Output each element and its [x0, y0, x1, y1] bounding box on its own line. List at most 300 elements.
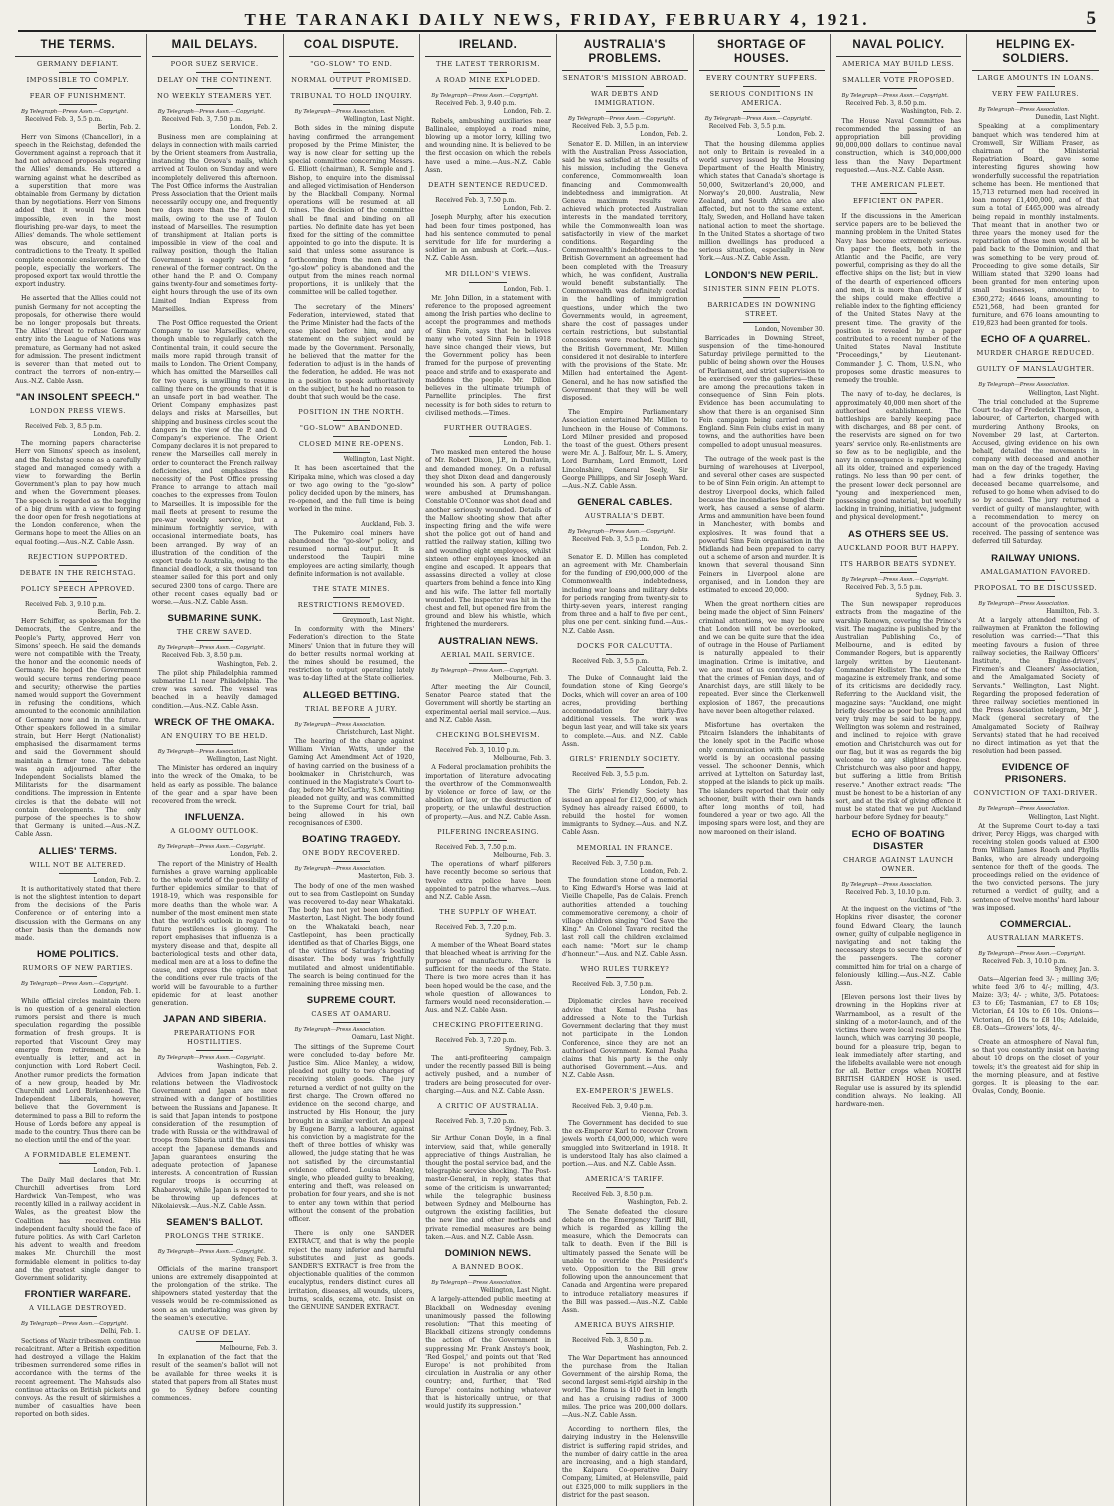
news-column — [967, 34, 1104, 1506]
story-subheading: CHARGE AGAINST LAUNCH OWNER. — [843, 855, 954, 873]
story-dateline: Melbourne, Feb. 3. — [219, 1344, 278, 1352]
story-body: The anti-profiteering campaign under the recently passed Bill is being actively pushed, and a number of traders are being prosecuted for over-charging.—Aus. and N.Z. Cable Assn. — [425, 1054, 551, 1095]
news-story — [152, 1014, 278, 1211]
story-subheading: PROPOSAL TO BE DISCUSSED. — [974, 583, 1098, 592]
news-story — [152, 60, 278, 314]
news-story — [699, 270, 825, 450]
story-dateline: Greymouth, Last Night. — [342, 616, 415, 624]
divider-rule — [469, 282, 507, 283]
story-subheading: A VILLAGE DESTROYED. — [29, 1304, 127, 1313]
story-headline: "AN INSOLENT SPEECH." — [15, 391, 140, 403]
story-subheading: GERMANY DEFIANT. — [37, 60, 119, 68]
story-subheading: EX-EMPEROR'S JEWELS. — [575, 1086, 674, 1095]
news-story — [972, 1039, 1099, 1096]
story-body: Diplomatic circles have received advice that Kemal Pasha has addressed a Note to the Turkish Government declaring that they must not participate in the London Conference, since they are not an authorised Government. Kemal Pasha claims that his party is the only authorised Government.—Aus. and N.Z. Cable Assn. — [562, 998, 688, 1080]
story-body: The foundation stone of a memorial to King Edward's Horse was laid at Vieille Chapelle, Pas de Calais. French authorities attended a touching commemorative ceremony, a choir of village children singing "God Save the King." An Colonel Tavare recited the last roll call the children exclaimed each name: "Mort sur le champ d'honneur."—Aus. and N.Z. Cable Assn. — [562, 877, 688, 958]
story-body: While official circles maintain there is no question of a general election rumors persist and there is much speculation regarding the possible formation of fresh groups. It is reported that Viscount Grey may emerge from retirement, as he eventually is letter, and act in conjunction with Lord Robert Cecil. Another rumor predicts the formation of a new group, headed by Mr. Churchill and Lord Birkenhead. The Independent Liberals, however, believe that the Government is determined to pass a Bill to reform the House of Lords before any appeal is made to the country. Thus there can be no election until the end of the year. — [15, 997, 141, 1145]
news-story — [289, 690, 415, 829]
story-dateline: Calcutta, Feb. 2. — [637, 665, 688, 673]
story-body: Mr. John Dillon, in a statement with reference to the proposed agreement among the Irish parties who decline to accept the programmes and methods of Sinn Fein, says that he believes many who voted Sinn Fein in 1918 have since changed their views, but the Government policy has been framed for the purpose of preventing peace and strife and to exasperate and maddens the people. Mr. Dillon believes in the ultimate triumph of Parnellite principles. The first necessity is for both sides to return to civilised methods.—Times. — [425, 294, 551, 417]
divider-rule — [743, 322, 781, 323]
news-column — [147, 34, 284, 1506]
story-headline: HOME POLITICS. — [36, 949, 119, 961]
news-story — [562, 642, 688, 749]
story-byline: By Telegraph—Press Association. — [978, 382, 1070, 389]
story-dateline: London, Feb. 2. — [640, 867, 688, 875]
received-time: Received Feb. 3, 8.50 p.m. — [161, 652, 243, 660]
story-body: Business men are complaining at delays in connection with mails carried by the Orient steamers from Australia, instancing the Orsova's mails, which arrived at Toulon on Sunday and were incompletely delivered this afternoon. The Post Office informs the Australian Press Association that the Orient mails necessarily occupy one, and frequently two days more than the P. and O. mails, owing to the use of Toulon instead of Marseilles. The resumption of transhipment at Italian ports is impossible in view of the coal and railway position, though the Italian Government is eagerly seeking a renewal of the former contract. On the other hand the P. and O. Company gains twenty-four and sometimes forty-eight hours through the use of its own Limited Indian Express from Marseilles. — [151, 133, 278, 313]
divider-rule — [880, 877, 918, 878]
received-time: Received Feb. 3, 8.50 p.m. — [845, 100, 927, 108]
story-dateline: London, Feb. 1. — [503, 285, 551, 293]
divider-rule — [469, 920, 507, 921]
story-dateline: Hamilton, Feb. 3. — [1046, 607, 1099, 615]
story-subheading: CLOSED MINE RE-OPENS. — [298, 440, 404, 449]
story-byline: By Telegraph—Press Assn.—Copyright. — [704, 116, 812, 122]
column-header: AUSTRALIA'S PROBLEMS. — [562, 34, 688, 71]
news-story — [699, 456, 825, 595]
story-subheading: CAUSE OF DELAY. — [178, 1328, 251, 1337]
divider-rule — [59, 1316, 97, 1317]
news-story — [289, 304, 415, 402]
story-headline: ALLEGED BETTING. — [302, 689, 400, 701]
story-body: The body of one of the men washed out to sea from Castlepoint on Sunday was recovered to-day near Whakataki. The body has not yet been identified. Masterton, Last Night. The body found on the Whakataki beach, near Castlepoint, has been practically identified as that of Charles Biggs, one of the victims of Saturday's boating disaster. The body was frightfully mutilated and almost unidentifiable. The search is being continued for the remaining three missing men. — [288, 882, 415, 989]
story-subheading: CONVICTION OF TAXI-DRIVER. — [973, 789, 1098, 798]
story-subheading: CASES AT OAMARU. — [311, 1010, 392, 1019]
story-body: The secretary of the Miners' Federation, interviewed, stated that the Prime Minister had the facts of the case placed before him, and any statement on the subject would be made by the Government. Personally, he believed that the matter for the federation to adjust is in the hands of the federation, he added. He was not in a position to speak authoritatively on the subject, but he had no reason to doubt that such would be the case. — [288, 303, 415, 401]
column-header: HELPING EX-SOLDIERS. — [972, 34, 1099, 71]
divider-rule — [880, 193, 918, 194]
news-story — [289, 60, 415, 298]
story-dateline: Wellington, Last Night. — [343, 116, 415, 124]
news-story — [15, 295, 141, 385]
story-dateline: London, Feb. 2. — [503, 108, 551, 116]
divider-rule — [196, 104, 234, 105]
column-header: COAL DISPUTE. — [289, 34, 415, 57]
news-story — [562, 965, 688, 1080]
story-body: Barricades in Downing Street, suspension of the time-honoured Saturday privilege permitted to the public of being shown over the Houses of Parliament, and strict supervision to be exercised over the galleries—these are among the precautions taken in consequence of Sinn Fein plots. Evidence has been accumulating to show that there is an organised Sinn Fein campaign being carried out in England. Sinn Fein clubs exist in many towns, and the authorities have been compelled to adopt unusual measures. — [698, 334, 825, 449]
story-headline: SUBMARINE SUNK. — [167, 613, 262, 625]
story-dateline: London, Feb. 2. — [93, 430, 141, 438]
news-story — [425, 270, 551, 418]
story-body: Joseph Murphy, after his execution had been four times postponed, has had his sentence commuted to penal servitude for life for murdering a soldier in an ambush at Cork.—Aus.-N.Z. Cable Assn. — [425, 214, 551, 263]
story-subheading: AUCKLAND POOR BUT HAPPY. — [837, 543, 959, 552]
story-dateline: London, Feb. 2. — [503, 205, 551, 213]
story-dateline: Berlin, Feb. 2. — [97, 608, 141, 616]
news-story — [699, 74, 825, 264]
divider-rule — [880, 72, 918, 73]
story-byline: By Telegraph—Press Assn.—Copyright. — [157, 645, 265, 652]
story-dateline: Sydney, Jan. 3. — [1054, 966, 1099, 974]
story-subheading: WILL NOT BE ALTERED. — [29, 860, 127, 869]
story-dateline: London, Feb. 2. — [777, 131, 825, 139]
story-subheading: POLICY SPEECH APPROVED. — [20, 584, 135, 593]
divider-rule — [469, 663, 507, 664]
story-byline: By Telegraph—Press Assn.—Copyright. — [21, 1321, 129, 1328]
received-time: Received Feb. 3, 8.50 p.m. — [572, 1337, 653, 1345]
divider-rule — [59, 873, 97, 874]
story-body: The Senate defeated the closure debate on the Emergency Tariff Bill, which is regarded as killing the measure, which the Democrats can talk to death. Even if the Bill is ultimately passed the Senate will be unable to override the President's veto. Opposition to the Bill grew following upon the announcement that Canada and Argentina were prepared to introduce retaliatory measures if the Bill was passed.—Aus.-N.Z. Cable Assn. — [562, 1208, 688, 1314]
story-body: Oats—Algerian feed 3/- ; milling 3/6; white feed 3/6 to 4/-; milling, 4/3. Maize: 3/3; 4/- ; white, 3/5. Potatoes: £3 to £6; Tasmanian, £7 to £8 10s; Victorian, £4 10s to £6 10s. Onions—Victorian, £6 10s to £8 10s; Adelaide, £8. Oats—Growers' lots, 4/-. — [972, 975, 1099, 1032]
story-body: The Sun newspaper reproduces extracts from the magazine of the warship Renown, covering the Prince's visit. The magazine is published by the Australian Publishing Co., of Melbourne, and is edited by Commander Rogers, but is apparently largely written by Lieutenant-Commander Hollister. The tone of the magazine is extremely frank, and some of its criticisms are decidedly racy. Referring to the Auckland visit, the magazine says: "Auckland, one might briefly describe as poor but happy, and very truly may be said to be happy. Wellington was solemn and restrained, and inclined to rejoice with grave emotion and Christchurch was out for our flag, but it was as regards the big welcome to any slightest degree. Christchurch was also poor and happy, but suffering a little from British reserve." Another extract reads: "The must be honest to be a historian of any sort, and at the risk of giving offence it must be stated that we put Auckland harbour before Sydney for beauty." — [835, 601, 962, 822]
received-time: Received Feb. 3, 7.20 p.m. — [435, 924, 517, 932]
story-byline: By Telegraph—Press Assn.—Copyright. — [157, 109, 265, 115]
story-subheading: POSITION IN THE NORTH. — [298, 408, 405, 417]
news-story — [425, 1021, 551, 1095]
divider-rule — [469, 193, 507, 194]
divider-rule — [606, 86, 644, 87]
story-subheading: TRIBUNAL TO HOLD INQUIRY. — [290, 92, 413, 100]
story-byline: By Telegraph—Press Assn.—Copyright. — [21, 109, 129, 115]
divider-rule — [196, 1244, 234, 1245]
story-byline: By Telegraph—Press Assn.—Copyright. — [157, 1055, 265, 1062]
story-dateline: Wellington, Last Night. — [480, 1287, 551, 1295]
story-body: At a largely attended meeting of railwaymen at Frankton the following resolution was carried:—"That this meeting favours a fusion of three railway societies, the Railway Officers' Institute, the Engine-drivers', Firemen's and Cleaners' Association, and the Amalgamated Society of Servants." Wellington, Last Night. Regarding the proposed federation of three railway societies mentioned in the Press Association telegram, Mr J. Mack (general secretary of the Amalgamated Society of Railway Servants) stated that he had received no direct intimation as yet that the resolution had been passed. — [972, 616, 1099, 756]
news-story — [289, 1230, 415, 1312]
received-time: Received Feb. 3, 7.20 p.m. — [435, 1117, 517, 1125]
news-story — [972, 553, 1099, 757]
divider-rule — [469, 436, 507, 437]
story-body: Herr von Simons (Chancellor), in a speech in the Reichstag, defended the Government against a reproach that it had not advanced proposals regarding the Allies' demands. He uttered a warning against what he described as a superstition that more was obtainable from Germany by dictation than by negotiations. Herr von Simons added that it would have been impossible, even in the most flourishing pre-war days, to meet the Allies' demands. The whole settlement was obscure, and contained contradictions to the Treaty. It spelled complete economic enslavement of the people, especially the workers. The proposed export tax would throttle the export industry. — [15, 133, 141, 289]
story-dateline: London, Feb. 1. — [503, 439, 551, 447]
story-subheading: ONE BODY RECOVERED. — [302, 849, 401, 858]
story-headline: GENERAL CABLES. — [577, 497, 673, 509]
story-byline: By Telegraph—Press Association. — [157, 748, 249, 755]
story-body: The report of the Ministry of Health furnishes a grave warning applicable to the whole world of the possibility of further epidemics similar to that of 1918-19, which was responsible for more deaths than the whole war. A number of the most eminent men state that the world's outlook in regard to future pestilences is gloomy. The report emphasises that influenza is a mystery disease and that, despite all bacteriological tests and other data, medical men are at a loss to define the cause, and express the opinion that the conditions ever rule tracts of the world will be favourable to a further epidemic for at least another generation. — [151, 860, 278, 1008]
divider-rule — [1017, 102, 1055, 103]
divider-rule — [469, 72, 507, 73]
divider-rule — [333, 104, 371, 105]
newspaper-columns — [10, 34, 1104, 1499]
story-subheading: THE CREW SAVED. — [176, 628, 253, 637]
story-dateline: Melbourne, Feb. 3. — [493, 755, 551, 763]
story-headline: INFLUENZA. — [184, 812, 245, 824]
divider-rule — [469, 1275, 507, 1276]
story-subheading: PROLONGS THE STRIKE. — [164, 1232, 265, 1241]
received-time: Received Feb. 3, 5.5 p.m. — [572, 536, 650, 544]
story-subheading: GIRLS' FRIENDLY SOCIETY. — [569, 755, 681, 764]
divider-rule — [333, 88, 371, 89]
story-subheading: PREPARATIONS FOR HOSTILITIES. — [173, 1029, 256, 1047]
story-subheading: THE AMERICAN FLEET. — [851, 181, 946, 190]
story-body: After meeting the Air Council, Senator Pearce stated that the Government will shortly be starting an experimental aerial mail service.—Aus. and N.Z. Cable Assn. — [425, 683, 551, 724]
story-headline: SUPREME COURT. — [306, 995, 396, 1007]
divider-rule — [196, 1341, 234, 1342]
story-dateline: Wellington, Last Night. — [206, 756, 278, 764]
story-headline: DOMINION NEWS. — [444, 1247, 532, 1259]
story-subheading: THE SUPPLY OF WHEAT. — [439, 908, 537, 917]
story-subheading: DEATH SENTENCE REDUCED. — [428, 181, 549, 190]
received-time: Received Feb. 3, 5.5 p.m. — [845, 583, 923, 591]
story-headline: ECHO OF BOATING DISASTER — [851, 828, 946, 852]
story-body: The operations of wharf pilferers have recently become so serious that twelve extra police have been appointed to patrol the wharves.—Aus. and N.Z. Cable Assn. — [425, 861, 551, 902]
story-headline: RAILWAY UNIONS. — [991, 552, 1081, 564]
story-dateline: Delhi, Feb. 1. — [100, 1328, 141, 1336]
news-column — [284, 34, 421, 1506]
story-body: Senator E. D. Millen, in an interview with the Australian Press Association, said he was satisfied at the results of his mission, including the Geneva conference, Commonwealth loan financing and Commonwealth indebtedness and immigration. At Geneva maximum results were achieved which protected Australian interests in the mandated territory, while the Commonwealth loan was satisfactorily in view of the market conditions. Regarding the Commonwealth's indebtedness to the British Government an agreement had been completed with the Treasury which, he was confident, Australia would benefit substantially. The Commonwealth was definitely cordial in the handling of immigration questions, under which the two Governments would, in agreement, share the cost of passages under certain restrictions, but substantial concessions were reached. Touching the British Government, Mr. Millen considered it not desirable to interfere with the provisions of the State. Mr. Millen had entertained the Agent-General, and he has now satisfied the Government that they will be well disposed. — [562, 140, 688, 402]
story-dateline: Sydney, Feb. 3. — [231, 1256, 278, 1264]
story-body: The pilot ship Philadelphia rammed submarine L1 near Philadelphia. The crew was saved. The vessel was beached in a heavily damaged condition.—Aus.-N.Z. Cable Assn. — [151, 669, 278, 710]
story-byline: By Telegraph—Press Assn.—Copyright. — [431, 667, 539, 674]
story-body: Herr Schiffer, as spokesman for the Democrats, the Centre, and the People's Party, approved Herr von Simons' speech. He said the demands were not compatible with the Treaty, the honor and the economic needs of Germany. He hoped the Government would secure terms rendering peace and security; otherwise the parties named would support the Government in refusing the conditions, which amounted to the economic annihilation of Germany now and in the future. Other speakers followed in a similar strain, but Herr Hergt (Nationalist) emphasised the disarmament terms and said the Government should maintain a firmer tone. The debate was again adjourned after the Independent Socialists blamed the Militarists for the disarmament conditions. The impression in Entente circles is that the debate will not contain developments. The only purpose of the speeches is to show that Germany is united.—Aus.-N.Z. Cable Assn. — [15, 618, 141, 839]
story-byline: By Telegraph—Press Assn.—Copyright. — [978, 951, 1086, 958]
divider-rule — [59, 72, 97, 73]
news-story — [425, 1248, 551, 1411]
story-subheading: LARGE AMOUNTS IN LOANS. — [977, 74, 1094, 82]
news-story — [425, 731, 551, 822]
story-body: The trial concluded at the Supreme Court to-day of Frederick Thompson, a labourer, of Carterton, charged with murdering Anthony Brooks, on November 29 last, at Carterton. Accused, giving evidence on his own behalf, detailed the movements in company with deceased and another man on the day of the tragedy. Having had a few drinks together, the deceased became quarrelsome, and refused to go home when advised to do so by accused. The jury returned a verdict of guilty of manslaughter, with a recommendation to mercy on account of the provocation accused received. The passing of sentence was deferred till Saturday. — [972, 398, 1099, 546]
story-subheading: SERIOUS CONDITIONS IN AMERICA. — [709, 90, 814, 107]
news-story — [289, 521, 415, 579]
story-body: A member of the Wheat Board states that bleached wheat is arriving for the purpose of manufacture. There is sufficient for the needs of the State. There is two more acres than it has been hoped would be the case, and the whole question of allowances to farmers would need reconsideration.—Aus. and N.Z. Cable Assn. — [425, 941, 551, 1015]
story-body: Speaking at a complimentary banquet which was tendered him at Cromwell, Sir William Fraser, as chairman of the Ministerial Repatriation Board, gave some interesting figures showing how wonderfully successful the repatriation scheme has been. He mentioned that 15,713 returned men had received in loan money £1,400,000, and of that sum a total of £465,000 was already being repaid in monthly instalments. That meant that in another two or three years the money used for the repatriation of these men would all be paid back to the Dominion, and that was something to be very proud of. Proceeding to give some details, Sir William stated that 3290 loans had been granted for men entering upon small businesses, amounting to £360,272; 4646 loans, amounting to £521,568, had been granted for furniture, and 676 loans amounting to £19,823 had been granted for tools. — [972, 123, 1099, 328]
story-subheading: BARRICADES IN DOWNING STREET. — [707, 300, 816, 318]
received-time: Received Feb. 3, 7.20 p.m. — [435, 1037, 517, 1045]
news-story — [289, 834, 415, 989]
divider-rule — [196, 640, 234, 641]
story-byline: By Telegraph—Press Association. — [294, 721, 386, 728]
divider-rule — [469, 743, 507, 744]
divider-rule — [196, 744, 234, 745]
news-story — [289, 408, 415, 514]
news-story — [152, 812, 278, 1008]
story-body: It is authoritatively stated that there is not the slightest intention to depart from the decisions of the Paris Conference or of entering into a discussion with the Germans on any other basis than the demands now made. — [15, 885, 141, 943]
story-dateline: Vienna, Feb. 3. — [642, 1110, 688, 1118]
divider-rule — [59, 419, 97, 420]
story-subheading: A FORMIDABLE ELEMENT. — [24, 1151, 132, 1160]
story-dateline: London, Feb. 2. — [640, 989, 688, 997]
story-subheading: A GLOOMY OUTLOOK. — [170, 827, 259, 836]
story-body: Sir Arthur Conan Doyle, in a final interview, said that, while generally appreciative of things Australian, he thought the postal service bad, and the telegraphic service shocking. The Post-master-General, in reply, states that some of the criticism is unwarranted; while the telegraphic business between Sydney and Melbourne has outgrown the existing facilities, but the new line and other methods and private remedial measures are being taken.—Aus. and N.Z. Cable Assn. — [425, 1135, 551, 1241]
story-body: Senator E. D. Millen has completed an agreement with Mr. Chamberlain for the funding of £90,000,000 of the Commonwealth indebtedness, including war loans and military debts for periods ranging from twenty-six to thirty-seven years, interest ranging from three and a half to five per cent., plus one per cent. sinking fund.—Aus.-N.Z. Cable Assn. — [562, 553, 688, 635]
story-body: Misfortune has overtaken the Pitcairn Islanders the inhabitants of the lonely spot in the Pacific whose only communication with the outside world is by an occasional passing vessel. The schooner Dennis, which arrived at Lyttelton on Saturday last, stopped at the islands to pick up mails. The islanders reported that their only schooner, built with their own hands after long months of toil, had foundered a year or two ago. All the imposing spars were lost, and they are now marooned on their island. — [698, 722, 825, 836]
news-story — [562, 1321, 688, 1420]
divider-rule — [333, 597, 371, 598]
story-subheading: WHO RULES TURKEY? — [580, 965, 670, 974]
news-story — [425, 424, 551, 630]
news-story — [836, 181, 962, 385]
divider-rule — [880, 572, 918, 573]
news-story — [836, 60, 962, 175]
news-story — [152, 1329, 278, 1403]
divider-rule — [1017, 580, 1055, 581]
story-byline: By Telegraph—Press Assn.—Copyright. — [431, 93, 539, 99]
news-story — [972, 74, 1099, 328]
received-time: Received Feb. 3, 5.5 p.m. — [25, 116, 103, 124]
story-dateline: Washington, Feb. 2. — [627, 1199, 688, 1207]
divider-rule — [469, 88, 507, 89]
divider-rule — [880, 209, 918, 210]
story-byline: By Telegraph—Press Association. — [978, 107, 1070, 113]
news-story — [699, 601, 825, 716]
divider-rule — [1017, 946, 1055, 947]
story-subheading: NO WEEKLY STEAMERS YET. — [157, 92, 273, 100]
story-subheading: AUSTRALIA'S DEBT. — [584, 512, 665, 521]
story-body: Create an atmosphere of Naval fun, so that you constantly insist on having about 10 drops on the closet of your towels; it's the greatest aid for ship in the morning pleasure, and at festive gorges. It is pleasing to the ear. Ovalas, Condy, Boonie. — [972, 1039, 1099, 1096]
news-story — [836, 994, 962, 1109]
story-body: At the inquest on the victims of "the Hopkins river disaster, the coroner found Edward Cleary, the launch owner, guilty of culpable negligence in navigating and not taking the necessary steps to secure the safety of the passengers. The coroner committed him for trial on a charge of feloniously killing.—Aus.-N.Z. Cable Assn. — [835, 906, 962, 988]
story-subheading: THE STATE MINES. — [312, 584, 390, 593]
story-body: The hearing of the charge against William Vivian Watts, under the Gaming Act Amendment Act of 1920, of having carried on the business of a bookmaker in Christchurch, was continued in the Magistrate's Court to-day, before Mr McCarthy, S.M. Whiting pleaded not guilty, and was committed to the Supreme Court for trial, bail being allowed in his own recognisances of £300. — [288, 737, 415, 828]
story-dateline: Sydney, Feb. 3. — [915, 591, 962, 599]
received-time: Received Feb. 3, 5.5 p.m. — [572, 657, 650, 665]
page-number: 5 — [1086, 8, 1096, 29]
story-dateline: Christchurch, Last Night. — [336, 728, 415, 736]
divider-rule — [743, 86, 781, 87]
divider-rule — [469, 840, 507, 841]
story-byline: By Telegraph—Press Assn.—Copyright. — [21, 981, 129, 988]
divider-rule — [743, 297, 781, 298]
story-byline: By Telegraph—Press Association. — [431, 1279, 523, 1286]
story-headline: ALLIES' TERMS. — [38, 845, 118, 857]
divider-rule — [606, 1099, 644, 1100]
story-subheading: CHECKING PROFITEERING. — [432, 1021, 544, 1030]
story-body: It has been ascertained that the Kiripaka mine, which was closed a day or two ago owing to the "go-slow" policy decided upon by the miners, has re-opened, and the full time is being worked in the mine. — [288, 465, 415, 514]
news-story — [425, 181, 551, 264]
story-body: Officials of the marine transport unions are extremely disappointed at the prolongation of the strike. The shipowners stated yesterday that the vessels would be re-commissioned as soon as an undertaking was given by the seamen's executive. — [151, 1265, 278, 1322]
divider-rule — [333, 436, 371, 437]
story-body: That the housing dilemma applies not only to Britain is revealed in a world survey issued by the Housing Department of the Health Ministry, which states that Canada's shortage is 50,000, Switzerland's 20,000, and Norway's 20,000. Australia, New Zealand, and South Africa are also affected, but not to the same extent. Italy, Sweden, and Holland have taken national action to meet the shortage. In the United States a shortage of two million dwellings has produced a serious situation, especially in New York.—Aus.-N.Z. Cable Assn. — [698, 140, 825, 263]
story-subheading: SENATOR'S MISSION ABROAD. — [563, 74, 687, 82]
story-subheading: A CRITIC OF AUSTRALIA. — [437, 1101, 539, 1110]
divider-rule — [606, 856, 644, 857]
divider-rule — [1017, 361, 1055, 362]
received-time: Received Feb. 3, 5.5 p.m. — [572, 123, 650, 131]
story-dateline: Berlin, Feb. 2. — [97, 124, 141, 132]
story-dateline: London, Feb. 1. — [93, 1167, 141, 1175]
story-dateline: London, Feb. 2. — [640, 544, 688, 552]
story-headline: JAPAN AND SIBERIA. — [162, 1014, 267, 1026]
divider-rule — [333, 1022, 371, 1023]
received-time: Received Feb. 3, 9.10 p.m. — [25, 600, 106, 608]
story-byline: By Telegraph—Press Association. — [294, 866, 386, 873]
story-subheading: AMALGAMATION FAVORED. — [980, 567, 1091, 576]
newspaper-title: THE TARANAKI DAILY NEWS, FRIDAY, FEBRUARY 4, 1921. — [244, 10, 870, 29]
story-dateline: London, Feb. 2. — [640, 131, 688, 139]
story-dateline: Sydney, Feb. 3. — [505, 1126, 551, 1134]
story-subheading: RUMORS OF NEW PARTIES. — [22, 964, 134, 973]
divider-rule — [196, 1050, 234, 1051]
news-column — [694, 34, 831, 1506]
story-dateline: Washington, Feb. 2. — [217, 1062, 278, 1070]
story-subheading: AERIAL MAIL SERVICE. — [440, 650, 536, 659]
news-story — [152, 1217, 278, 1323]
story-dateline: Washington, Feb. 2. — [627, 1345, 688, 1353]
story-body: If the discussions in the American service papers are to be believed the manning problem in the United States Navy has become extremely serious. On paper the fleets, both in the Atlantic and the Pacific, are very powerful, comprising as they do all the effective ships on the list; but in view of the dearth of experienced officers and men, it is more than doubtful if the ships could make effective a reliable index to the fighting efficiency of the United States Navy at the present time. The gravity of the position is revealed by a paper contributed to a recent number of the United States Naval Institute "Proceedings," by Lieutenant-Commander J. C. Thom, U.S.N., who proposes some drastic measures to remedy the trouble. — [835, 213, 962, 385]
received-time: Received Feb. 3, 8.50 p.m. — [572, 1191, 653, 1199]
story-subheading: FURTHER OUTRAGES. — [443, 423, 533, 432]
story-dateline: London, Feb. 2. — [230, 124, 278, 132]
news-story — [15, 1289, 141, 1419]
story-byline: By Telegraph—Press Association. — [978, 600, 1070, 607]
news-story — [972, 919, 1099, 1033]
story-headline: FRONTIER WARFARE. — [24, 1289, 132, 1301]
story-headline: WRECK OF THE OMAKA. — [154, 716, 275, 728]
story-dateline: Auckland, Feb. 3. — [908, 897, 962, 905]
story-subheading: POOR SUEZ SERVICE. — [170, 60, 259, 68]
column-header: SHORTAGE OF HOUSES. — [699, 34, 825, 71]
story-subheading: AUSTRALIAN MARKETS. — [987, 934, 1085, 943]
story-subheading: A ROAD MINE EXPLODED. — [435, 76, 541, 84]
story-subheading: DELAY ON THE CONTINENT. — [157, 76, 272, 84]
news-story — [562, 1087, 688, 1170]
story-byline: By Telegraph—Press Association. — [294, 1027, 386, 1034]
story-subheading: AMERICA'S TARIFF. — [585, 1175, 665, 1184]
received-time: Received Feb. 3, 7.50 p.m. — [572, 981, 653, 989]
divider-rule — [59, 581, 97, 582]
divider-rule — [743, 111, 781, 112]
divider-rule — [606, 654, 644, 655]
divider-rule — [333, 72, 371, 73]
divider-rule — [880, 88, 918, 89]
story-dateline: London, Feb. 1. — [93, 988, 141, 996]
news-column — [831, 34, 968, 1506]
story-byline: By Telegraph—Press Assn.—Copyright. — [568, 529, 676, 536]
story-subheading: AMERICA MAY BUILD LESS. — [842, 60, 955, 68]
story-byline: By Telegraph—Press Assn.—Copyright. — [157, 844, 265, 851]
story-body: A Federal proclamation prohibits the importation of literature advocating the overthrow of the Commonwealth by violence or force of law, or the abolition of law, or the destruction of property, or the unlawful destruction of property.—Aus. and N.Z. Cable Assn. — [425, 764, 551, 821]
story-dateline: Melbourne, Feb. 3. — [493, 852, 551, 860]
divider-rule — [606, 1333, 644, 1334]
news-story — [562, 497, 688, 636]
news-story — [425, 636, 551, 725]
story-subheading: MEMORIAL IN FRANCE. — [576, 843, 674, 852]
received-time: Received Feb. 3, 9.40 p.m. — [435, 100, 517, 108]
column-header: NAVAL POLICY. — [836, 34, 962, 57]
story-dateline: Sydney, Feb. 3. — [505, 932, 551, 940]
news-column — [10, 34, 147, 1506]
story-dateline: Washington, Feb. 2. — [900, 108, 962, 116]
received-time: Received Feb. 3, 10.10 p.m. — [982, 958, 1067, 966]
story-body: Advices from Japan indicate that relations between the Vladivostock Government and Japan are more strained with a danger of hostilities between the Russians and Japanese. It is said that Japan intends to postpone consideration of the resumption of trade with Russia or the withdrawal of troops from Siberia until the Russians accept the Japanese demands and Japan guarantees ensuring the adequate protection of Japanese interests. A concentration of Russian regular troops is occurring at Khabarovsk, while Japan is reported to be throwing up defences at Nikolaievsk.—Aus.-N.Z. Cable Assn. — [151, 1071, 278, 1210]
news-story — [562, 1426, 688, 1500]
story-byline: By Telegraph—Press Assn.—Copyright. — [841, 93, 949, 99]
news-story — [289, 995, 415, 1224]
story-subheading: IMPOSSIBLE TO COMPLY. — [26, 76, 130, 84]
divider-rule — [606, 767, 644, 768]
news-story — [15, 553, 141, 840]
column-header: IRELAND. — [425, 34, 551, 57]
received-time: Received Feb. 3, 9.40 p.m. — [572, 1102, 653, 1110]
news-column — [420, 34, 557, 1506]
news-story — [289, 585, 415, 684]
divider-rule — [333, 861, 371, 862]
story-byline: By Telegraph—Press Association. — [841, 881, 933, 888]
received-time: Received Feb. 3, 7.50 p.m. — [435, 197, 517, 205]
divider-rule — [606, 111, 644, 112]
divider-rule — [333, 613, 371, 614]
column-header: THE TERMS. — [15, 34, 141, 57]
divider-rule — [196, 72, 234, 73]
story-body: The navy of to-day, he declares, is approximately 40,000 men short of the authorised establishment. The battleships are barely keeping pace with discharges, and 88 per cent. of the reservists are signed on for two years' service only. Re-enlistments are so few as to be negligible, and the navy in consequence is rapidly losing all its older, trained and experienced ratings. No less than 90 per cent. of the present lower deck personnel are "young and inexperienced men, possessing good material, but woefully lacking in training, initiative, judgment and physical development." — [835, 391, 962, 522]
story-subheading: WAR DEBTS AND IMMIGRATION. — [590, 90, 659, 107]
story-dateline: London, Feb. 2. — [230, 851, 278, 859]
story-subheading: DEBATE IN THE REICHSTAG. — [19, 568, 136, 577]
news-story — [972, 334, 1099, 546]
divider-rule — [1017, 596, 1055, 597]
story-dateline: Washington, Feb. 2. — [217, 660, 278, 668]
divider-rule — [59, 1163, 97, 1164]
news-story — [562, 74, 688, 403]
story-body: [Eleven persons lost their lives by drowning in the Hopkins river at Warrnambool, as a result of the sinking of a motor-launch, and of the victims there were local residents. The launch, which was carrying 30 people, bound for a pleasure trip, began to leak immediately after starting, and the lifebelts available were not enough for all. Better crops when NORTH BRITISH GARDEN HOSE is used. Regular use is assured by its splendid condition always. No leaking. All hardware-men. — [835, 994, 962, 1108]
news-story — [425, 1102, 551, 1242]
story-body: Two masked men entered the house of Mr. Robert Dixon, J.P., in Dunlavin, and demanded money. On a refusal they shot Dixon dead and dangerously wounded his son. A party of police were ambushed at Drumshangan. Constable O'Connor was shot dead and another seriously wounded. Details of the Mallow shooting show that after inspecting firing and the wife were shot the police got out of hand and rattled the railway station, killing two and wounding eight employees, whilst sixteen other employees knocked an engine and escaped. It appears that assassins directed a volley at close quarters from behind a fence into King and his wife. The latter fell mortally wounded. The inspector was hit in the chest and fell, but opened fire from the ground and blew his whistle, which frightened the murderers. — [425, 449, 551, 629]
story-body: The sittings of the Supreme Court were concluded to-day before Mr. Justice Sim. Alice Manley, a widow, pleaded not guilty to two charges of receiving stolen goods. The jury returned a verdict of not guilty on the first charge. The Crown offered no evidence on the second charge, and instructed by His Honour, the jury brought in a similar verdict. An appeal by Eugene Barry, a labourer, against his conviction by a magistrate for the theft of three bottles of whisky was allowed, the judge stating that he was not satisfied by the circumstantial evidence offered. Louisa Manley, single, who pleaded guilty to breaking, entering and theft, was released on probation for four years, and she is not to enter any town within that period without the consent of the probation officer. — [288, 1043, 415, 1223]
story-subheading: "GO-SLOW" TO END. — [310, 60, 393, 68]
story-subheading: AN ENQUIRY TO BE HELD. — [161, 731, 269, 740]
story-subheading: DOCKS FOR CALCUTTA. — [576, 641, 673, 650]
news-story — [152, 613, 278, 711]
